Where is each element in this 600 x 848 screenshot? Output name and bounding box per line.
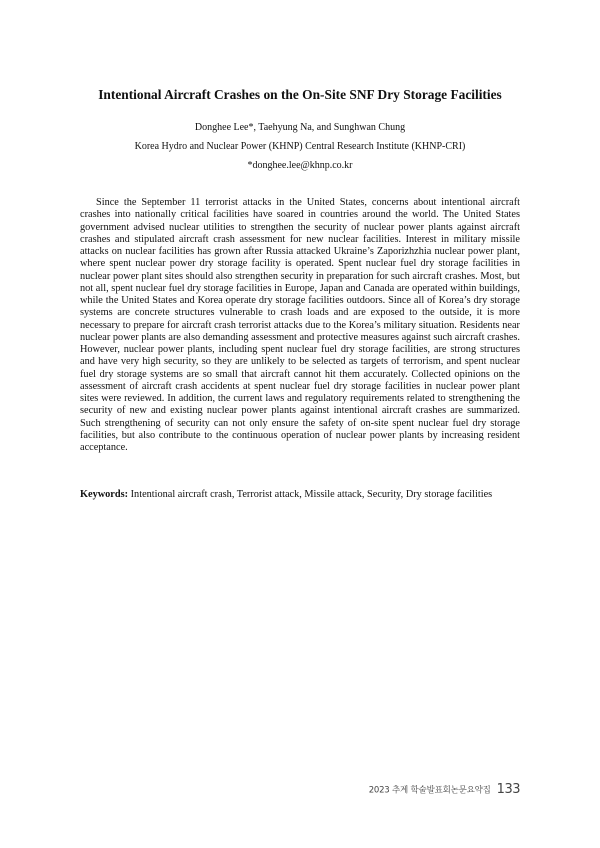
abstract-text: Since the September 11 terrorist attacks in the United States, concerns about intentional aircraft crashes into nationally critical facilities have soared in countries around the world. The United States government advised nuclear utilities to strengthen the security of nuclear power plants against aircraft crashes and stipulated aircraft crash assessment for new nuclear facilities. Interest in military missile attacks on nuclear facilities has grown after Russia attacked Ukraine’s Zaporizhzhia nuclear power plant, where spent nuclear power dry storage facility is operated. Spent nuclear fuel dry storage facilities in nuclear power plant sites should also strengthen security in preparation for such aircraft crashes. Most, but not all, spent nuclear fuel dry storage facilities in Europe, Japan and Canada are operated within buildings, while the United States and Korea operate dry storage facilities outdoors. Since all of Korea’s dry storage systems are concrete structures vulnerable to crash loads and are exposed to the outside, it is more necessary to prepare for aircraft crash terrorist attacks due to the Korea’s military situation. Residents near nuclear power plants are also demanding assessment and protective measures against such aircraft crashes. However, nuclear power plants, including spent nuclear fuel dry storage facilities, are strong structures and have very high security, so they are unlikely to be selected as targets of terrorism, and spent nuclear fuel dry storage systems are so small that aircraft cannot hit them accurately. Collected opinions on the assessment of aircraft crash accidents at spent nuclear fuel dry storage facilities in nuclear power plant sites were reviewed. In addition, the current laws and regulatory requirements related to strengthening the security of new and existing nuclear power plants against intentional aircraft crashes are summarized. Such strengthening of security can not only ensure the safety of on-site spent nuclear fuel dry storage facilities, but also contribute to the continuous operation of nuclear power plants by increasing resident acceptance.: [80, 197, 520, 453]
paper-title: Intentional Aircraft Crashes on the On-Site SNF Dry Storage Facilities: [98, 87, 502, 102]
page-footer: [369, 779, 520, 798]
affiliation: Korea Hydro and Nuclear Power (KHNP) Central Research Institute (KHNP-CRI): [134, 141, 466, 152]
proceedings-title: 2023 추계 학술발표회논문요약집: [368, 785, 491, 796]
author-email: *donghee.lee@khnp.co.kr: [247, 160, 353, 171]
page-number: 133: [496, 782, 520, 797]
author-list: Donghee Lee*, Taehyung Na, and Sunghwan Chung: [194, 122, 406, 133]
keywords-list: Intentional aircraft crash, Terrorist attack, Missile attack, Security, Dry storage facilities: [130, 489, 493, 500]
keywords-line: [80, 488, 540, 501]
keywords-label: Keywords:: [80, 489, 129, 500]
